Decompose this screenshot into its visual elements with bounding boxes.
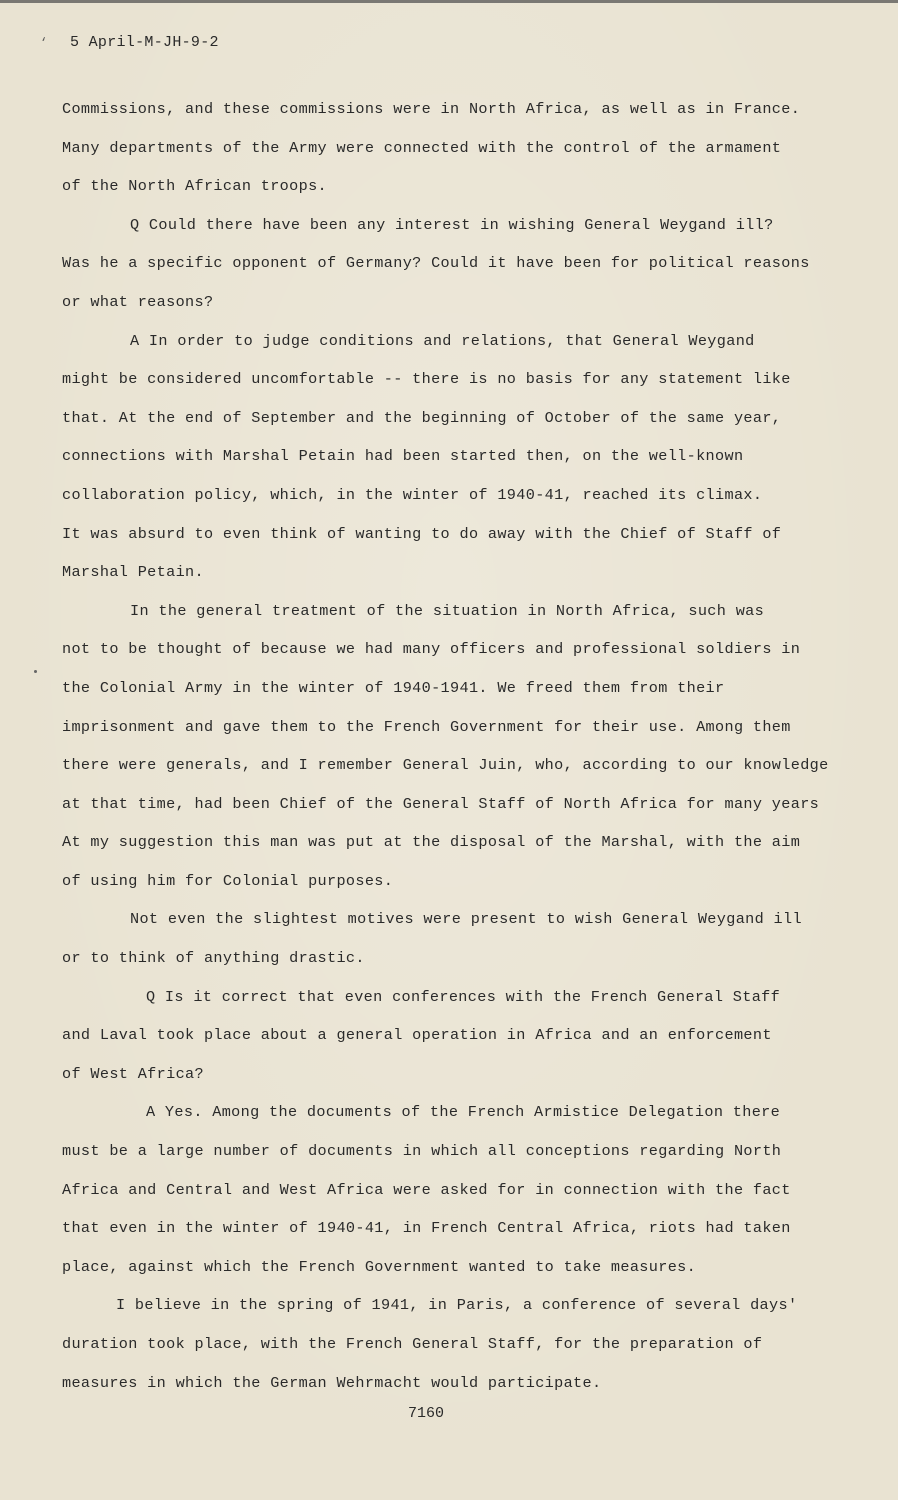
text-line: of West Africa? <box>62 1064 204 1083</box>
text-line: Many departments of the Army were connected with the control of the armament <box>62 138 782 157</box>
page-reference-header: 5 April-M-JH-9-2 <box>70 34 219 51</box>
document-body <box>62 90 852 1402</box>
text-line: duration took place, with the French General Staff, for the preparation of <box>62 1335 763 1353</box>
text-line: or what reasons? <box>62 292 214 311</box>
margin-tick-mark: ‘ <box>40 36 48 50</box>
text-line: and Laval took place about a general operation in Africa and an enforcement <box>62 1026 772 1045</box>
question-line: Q Is it correct that even conferences with the French General Staff <box>146 987 781 1006</box>
text-line: imprisonment and gave them to the French Government for their use. Among them <box>62 717 791 736</box>
margin-dot <box>34 670 37 673</box>
text-line: the Colonial Army in the winter of 1940-1941. We freed them from their <box>62 678 725 697</box>
text-line: must be a large number of documents in which all conceptions regarding North <box>62 1142 782 1161</box>
text-line: Commissions, and these commissions were in North Africa, as well as in France. <box>62 100 801 118</box>
text-line: of using him for Colonial purposes. <box>62 871 394 890</box>
answer-line: A In order to judge conditions and relations, that General Weygand <box>130 331 755 350</box>
answer-line: A Yes. Among the documents of the French Armistice Delegation there <box>146 1103 781 1122</box>
text-line: that even in the winter of 1940-41, in French Central Africa, riots had taken <box>62 1219 791 1238</box>
text-line: or to think of anything drastic. <box>62 949 365 968</box>
text-line: measures in which the German Wehrmacht would participate. <box>62 1373 602 1392</box>
text-line: Marshal Petain. <box>62 563 204 582</box>
question-line: Q Could there have been any interest in wishing General Weygand ill? <box>130 215 774 234</box>
text-line: at that time, had been Chief of the General Staff of North Africa for many years <box>62 794 820 813</box>
page-number: 7160 <box>408 1405 445 1422</box>
text-line: Africa and Central and West Africa were asked for in connection with the fact <box>62 1180 791 1199</box>
text-line: At my suggestion this man was put at the disposal of the Marshal, with the aim <box>62 833 801 852</box>
text-line: collaboration policy, which, in the winter of 1940-41, reached its climax. <box>62 485 763 504</box>
text-line: It was absurd to even think of wanting to do away with the Chief of Staff of <box>62 524 782 543</box>
text-line: that. At the end of September and the beginning of October of the same year, <box>62 408 782 427</box>
text-line: not to be thought of because we had many officers and professional soldiers in <box>62 640 801 659</box>
text-line: of the North African troops. <box>62 177 327 196</box>
text-line: might be considered uncomfortable -- there is no basis for any statement like <box>62 370 791 389</box>
paragraph-start-line: In the general treatment of the situation in North Africa, such was <box>130 601 765 620</box>
text-line: place, against which the French Government wanted to take measures. <box>62 1257 697 1276</box>
text-line: Was he a specific opponent of Germany? Could it have been for political reasons <box>62 254 810 273</box>
text-line: connections with Marshal Petain had been started then, on the well-known <box>62 447 744 466</box>
paragraph-start-line: I believe in the spring of 1941, in Paris, a conference of several days' <box>116 1296 798 1315</box>
text-line: there were generals, and I remember General Juin, who, according to our knowledge <box>62 756 829 775</box>
paragraph-start-line: Not even the slightest motives were present to wish General Weygand ill <box>130 910 802 929</box>
